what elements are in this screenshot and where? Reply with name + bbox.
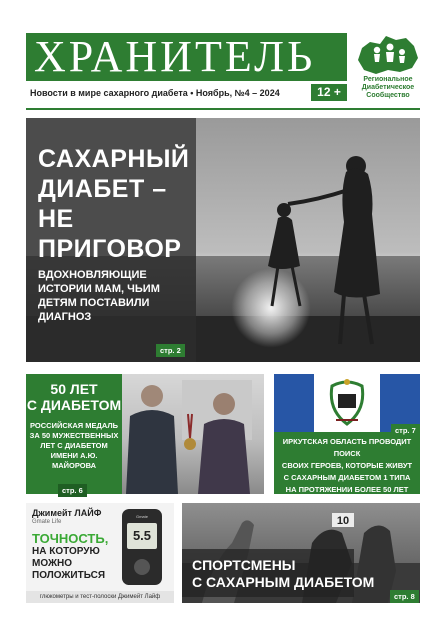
masthead-divider (26, 108, 420, 110)
subhead-line: ДИАГНОЗ (38, 311, 92, 323)
org-line: Региональное (363, 76, 413, 83)
headline-line: САХАРНЫЙ (38, 145, 190, 173)
org-name (352, 76, 424, 100)
subhead-line: ДЕТЯМ ПОСТАВИЛИ (38, 297, 150, 309)
age-rating-badge: 12 + (311, 84, 347, 101)
headline-line: НЕ ПРИГОВОР (38, 205, 182, 263)
story-50-years[interactable] (26, 374, 122, 494)
medal-ceremony-photo (122, 374, 264, 494)
masthead-title: ХРАНИТЕЛЬ (26, 33, 347, 81)
story-50-title (26, 381, 122, 413)
org-line: Сообщество (366, 92, 410, 99)
story-50-text-line: ЗА 50 МУЖЕСТВЕННЫХ (29, 431, 119, 440)
glucometer-ad[interactable] (26, 503, 174, 603)
cover-headline (38, 144, 208, 264)
ad-footer: глюкометры и тест-полоски Джимейт Лайф (26, 591, 174, 603)
issue-subline: Новости в мире сахарного диабета • Ноябрь, №4 – 2024 (30, 88, 280, 98)
headline-line: ДИАБЕТ – (38, 175, 167, 203)
cover-page-tag[interactable]: стр. 2 (156, 344, 185, 357)
athletes-title-line: СПОРТСМЕНЫ (192, 557, 296, 573)
subhead-line: ВДОХНОВЛЯЮЩИЕ (38, 269, 147, 281)
story-50-title-line: 50 ЛЕТ (50, 381, 98, 397)
subhead-line: ИСТОРИИ МАМ, ЧЬИМ (38, 283, 160, 295)
athletes-page-tag[interactable]: стр. 8 (390, 590, 419, 603)
athletes-title-line: С САХАРНЫМ ДИАБЕТОМ (192, 574, 375, 590)
story-50-text-line: РОССИЙСКАЯ МЕДАЛЬ (30, 421, 118, 430)
ad-brand-sub: Gmate Life (32, 519, 62, 525)
irkutsk-text-line: ИРКУТСКАЯ ОБЛАСТЬ ПРОВОДИТ ПОИСК (282, 437, 412, 458)
ad-tagline (32, 546, 105, 582)
story-50-text-line: ЛЕТ С ДИАБЕТОМ (40, 441, 108, 450)
irkutsk-text-line: СВОИХ ГЕРОЕВ, КОТОРЫЕ ЖИВУТ (281, 461, 413, 470)
mother-child-silhouette (236, 148, 406, 348)
irkutsk-story[interactable] (274, 432, 420, 494)
device-button (134, 559, 150, 575)
story-50-text-line: ИМЕНИ А.Ю. МАЙОРОВА (50, 451, 98, 470)
runner-bib: 10 (336, 515, 350, 527)
athletes-title (192, 557, 374, 591)
story-50-text (26, 421, 122, 471)
ad-tagline-line: ПОЛОЖИТЬСЯ (32, 570, 106, 581)
irkutsk-text-line: НА ПРОТЯЖЕНИИ БОЛЕЕ 50 ЛЕТ (285, 485, 409, 494)
cover-story[interactable] (26, 118, 420, 362)
irkutsk-text-line: С САХАРНЫМ ДИАБЕТОМ 1 ТИПА (283, 473, 411, 482)
athletes-story[interactable] (182, 503, 420, 603)
story-50-page-tag[interactable]: стр. 6 (58, 484, 87, 497)
ad-brand: Джимейт ЛАЙФ (32, 508, 102, 518)
org-line: Диабетическое (361, 84, 415, 91)
ad-tagline-line: НА КОТОРУЮ (32, 546, 100, 557)
cover-subhead (38, 268, 208, 324)
ad-tagline-line: МОЖНО (32, 558, 73, 569)
device-label: Gmate (135, 514, 148, 519)
ad-headline: ТОЧНОСТЬ, (32, 531, 109, 546)
device-display: 5.5 (127, 523, 157, 549)
glucometer-device (122, 509, 162, 585)
irkutsk-page-tag[interactable]: стр. 7 (391, 424, 420, 437)
medal-ceremony-figures (122, 374, 264, 494)
story-50-title-line: С ДИАБЕТОМ (26, 397, 122, 413)
community-logo-icon (352, 30, 422, 78)
